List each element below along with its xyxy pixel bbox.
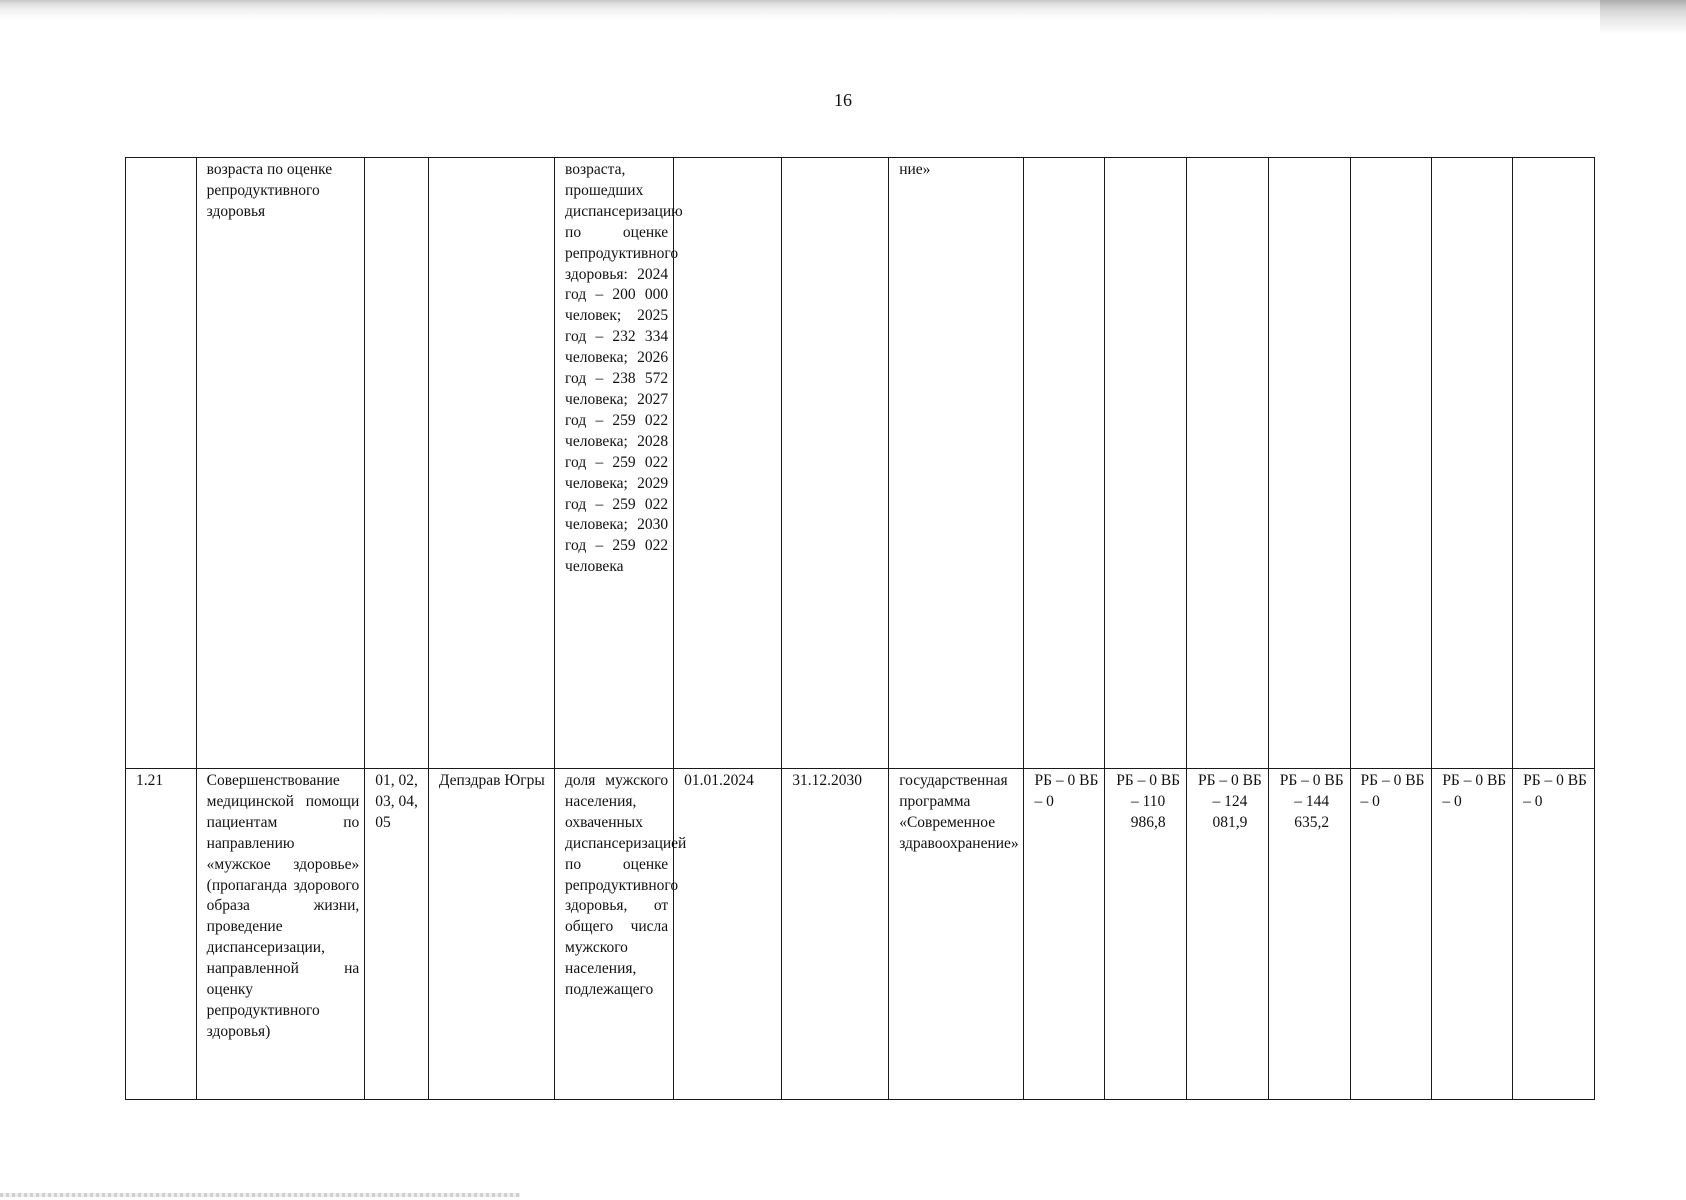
cell-end-date: 31.12.2030 <box>782 769 889 1100</box>
cell-funding <box>1187 158 1269 769</box>
measures-table <box>125 157 1595 1100</box>
cell-program: государственная программа «Современное здравоохранение» <box>889 769 1024 1100</box>
cell-measure-name: Совершенствование медицинской помощи пациентам по направлению «мужское здоровье» (пропаганда здорового образа жизни, проведение диспансеризации, направленной на оценку репродуктивного здоровья) <box>196 769 365 1100</box>
cell-funding: РБ – 0 ВБ – 124 081,9 <box>1187 769 1269 1100</box>
cell-indicator: доля мужского населения, охваченных диспансеризацией по оценке репродуктивного здоровья, от общего числа мужского населения, подлежащего <box>555 769 674 1100</box>
cell-funding: РБ – 0 ВБ – 0 <box>1350 769 1432 1100</box>
table-row <box>126 769 1595 1100</box>
cell-number <box>126 158 197 769</box>
cell-funding <box>1350 158 1432 769</box>
cell-funding <box>1432 158 1513 769</box>
page-number: 16 <box>834 90 852 110</box>
cell-funding <box>1024 158 1105 769</box>
cell-funding: РБ – 0 ВБ – 0 <box>1513 769 1595 1100</box>
cell-funding: РБ – 0 ВБ – 0 <box>1432 769 1513 1100</box>
cell-funding <box>1105 158 1187 769</box>
cell-funding <box>1513 158 1595 769</box>
cell-measure-name: возраста по оценке репродуктивного здоровья <box>196 158 365 769</box>
cell-start-date <box>674 158 782 769</box>
cell-task-codes: 01, 02, 03, 04, 05 <box>365 769 429 1100</box>
table-row <box>126 158 1595 769</box>
cell-funding: РБ – 0 ВБ – 110 986,8 <box>1105 769 1187 1100</box>
scan-border-top <box>0 0 1686 20</box>
cell-funding <box>1268 158 1350 769</box>
cell-task-codes <box>365 158 429 769</box>
scan-border-corner <box>1600 0 1686 34</box>
cell-indicator: возраста, прошедших диспансеризацию по оценке репродуктивного здоровья: 2024 год – 200 000 человек; 2025 год – 232 334 человека; 2026 год – 238 572 человека; 2027 год – 259 022 человека; 2028 год – 259 022 человека; 2029 год – 259 022 человека; 2030 год – 259 022 человека <box>555 158 674 769</box>
cell-funding: РБ – 0 ВБ – 0 <box>1024 769 1105 1100</box>
cell-program: ние» <box>889 158 1024 769</box>
scan-border-bottom <box>0 1193 520 1197</box>
cell-funding: РБ – 0 ВБ – 144 635,2 <box>1268 769 1350 1100</box>
cell-end-date <box>782 158 889 769</box>
cell-start-date: 01.01.2024 <box>674 769 782 1100</box>
cell-executor: Депздрав Югры <box>428 769 554 1100</box>
cell-number: 1.21 <box>126 769 197 1100</box>
cell-executor <box>428 158 554 769</box>
